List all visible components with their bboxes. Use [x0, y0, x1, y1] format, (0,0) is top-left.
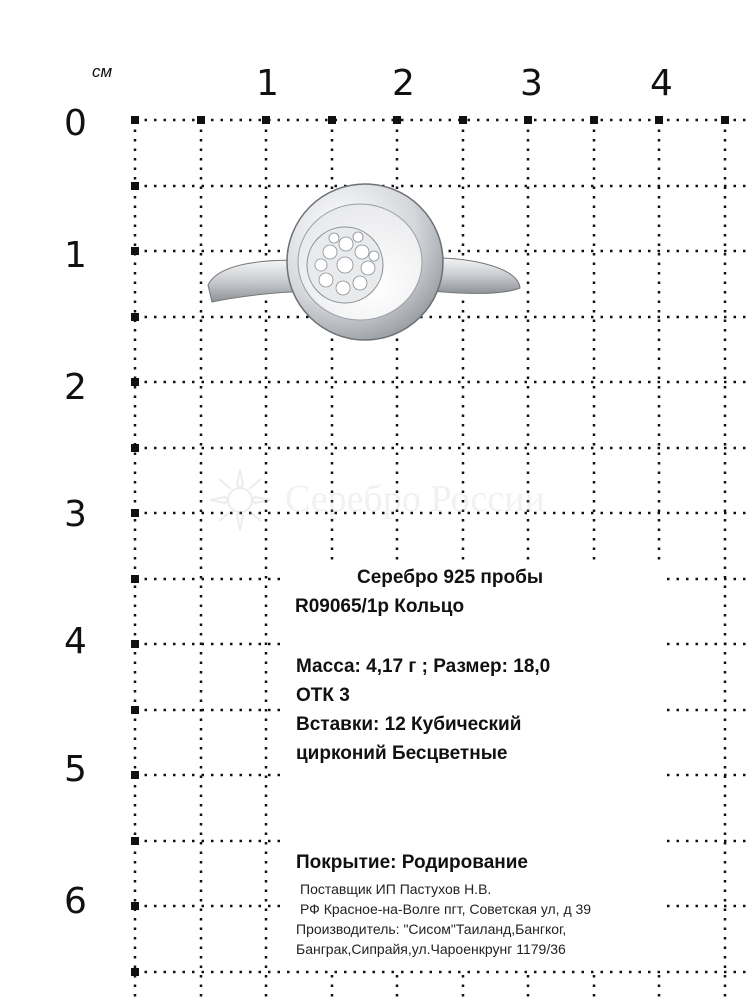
grid-marker-top-1	[197, 116, 205, 124]
grid-marker-top-5	[459, 116, 467, 124]
grid-marker-left-9	[131, 706, 139, 714]
y-tick-3: 3	[64, 494, 87, 535]
label-material: Серебро 925 пробы	[357, 567, 544, 588]
grid-marker-left-5	[131, 444, 139, 452]
grid-marker-left-13	[131, 968, 139, 976]
label-inserts: Вставки: 12 Кубический	[296, 714, 522, 735]
grid-marker-top-0	[131, 116, 139, 124]
grid-marker-left-3	[131, 313, 139, 321]
x-tick-2: 2	[392, 63, 415, 104]
unit-label: см	[92, 62, 113, 81]
grid-marker-left-2	[131, 247, 139, 255]
grid-marker-top-6	[524, 116, 532, 124]
grid-marker-left-7	[131, 575, 139, 583]
y-tick-4: 4	[64, 621, 87, 662]
label-coating: Покрытие: Родирование	[296, 852, 528, 873]
watermark-logo-icon	[205, 465, 275, 535]
grid-marker-left-12	[131, 902, 139, 910]
grid-marker-left-8	[131, 640, 139, 648]
label-weight-size: Масса: 4,17 г ; Размер: 18,0	[296, 656, 551, 677]
grid-marker-left-11	[131, 837, 139, 845]
watermark-text: Серебро России	[285, 478, 545, 520]
grid-marker-top-8	[655, 116, 663, 124]
grid-marker-left-6	[131, 509, 139, 517]
watermark	[205, 465, 565, 535]
x-tick-3: 3	[520, 63, 543, 104]
grid-marker-top-9	[721, 116, 729, 124]
grid-marker-top-2	[262, 116, 270, 124]
label-otk: ОТК 3	[296, 685, 350, 706]
grid-marker-left-1	[131, 182, 139, 190]
grid-marker-left-10	[131, 771, 139, 779]
grid-marker-top-4	[393, 116, 401, 124]
ring-image	[200, 180, 530, 360]
grid-marker-top-3	[328, 116, 336, 124]
x-tick-4: 4	[650, 63, 673, 104]
label-article: R09065/1р Кольцо	[295, 596, 465, 617]
y-tick-6: 6	[64, 881, 87, 922]
label-supplier-address: РФ Красное-на-Волге пгт, Советская ул, д 39	[300, 901, 592, 917]
grid-marker-top-7	[590, 116, 598, 124]
label-manufacturer: Производитель: "Сисом"Таиланд,Бангког,	[296, 921, 567, 937]
grid-marker-left-4	[131, 378, 139, 386]
label-supplier: Поставщик ИП Пастухов Н.В.	[300, 881, 492, 897]
label-manufacturer-address: Банграк,Сипрайя,ул.Чароенкрунг 1179/36	[296, 941, 566, 957]
y-tick-1: 1	[64, 235, 87, 276]
x-tick-1: 1	[256, 63, 279, 104]
label-inserts-cont: цирконий Бесцветные	[296, 743, 508, 764]
y-tick-5: 5	[64, 749, 87, 790]
y-tick-0: 0	[64, 103, 87, 144]
y-tick-2: 2	[64, 367, 87, 408]
